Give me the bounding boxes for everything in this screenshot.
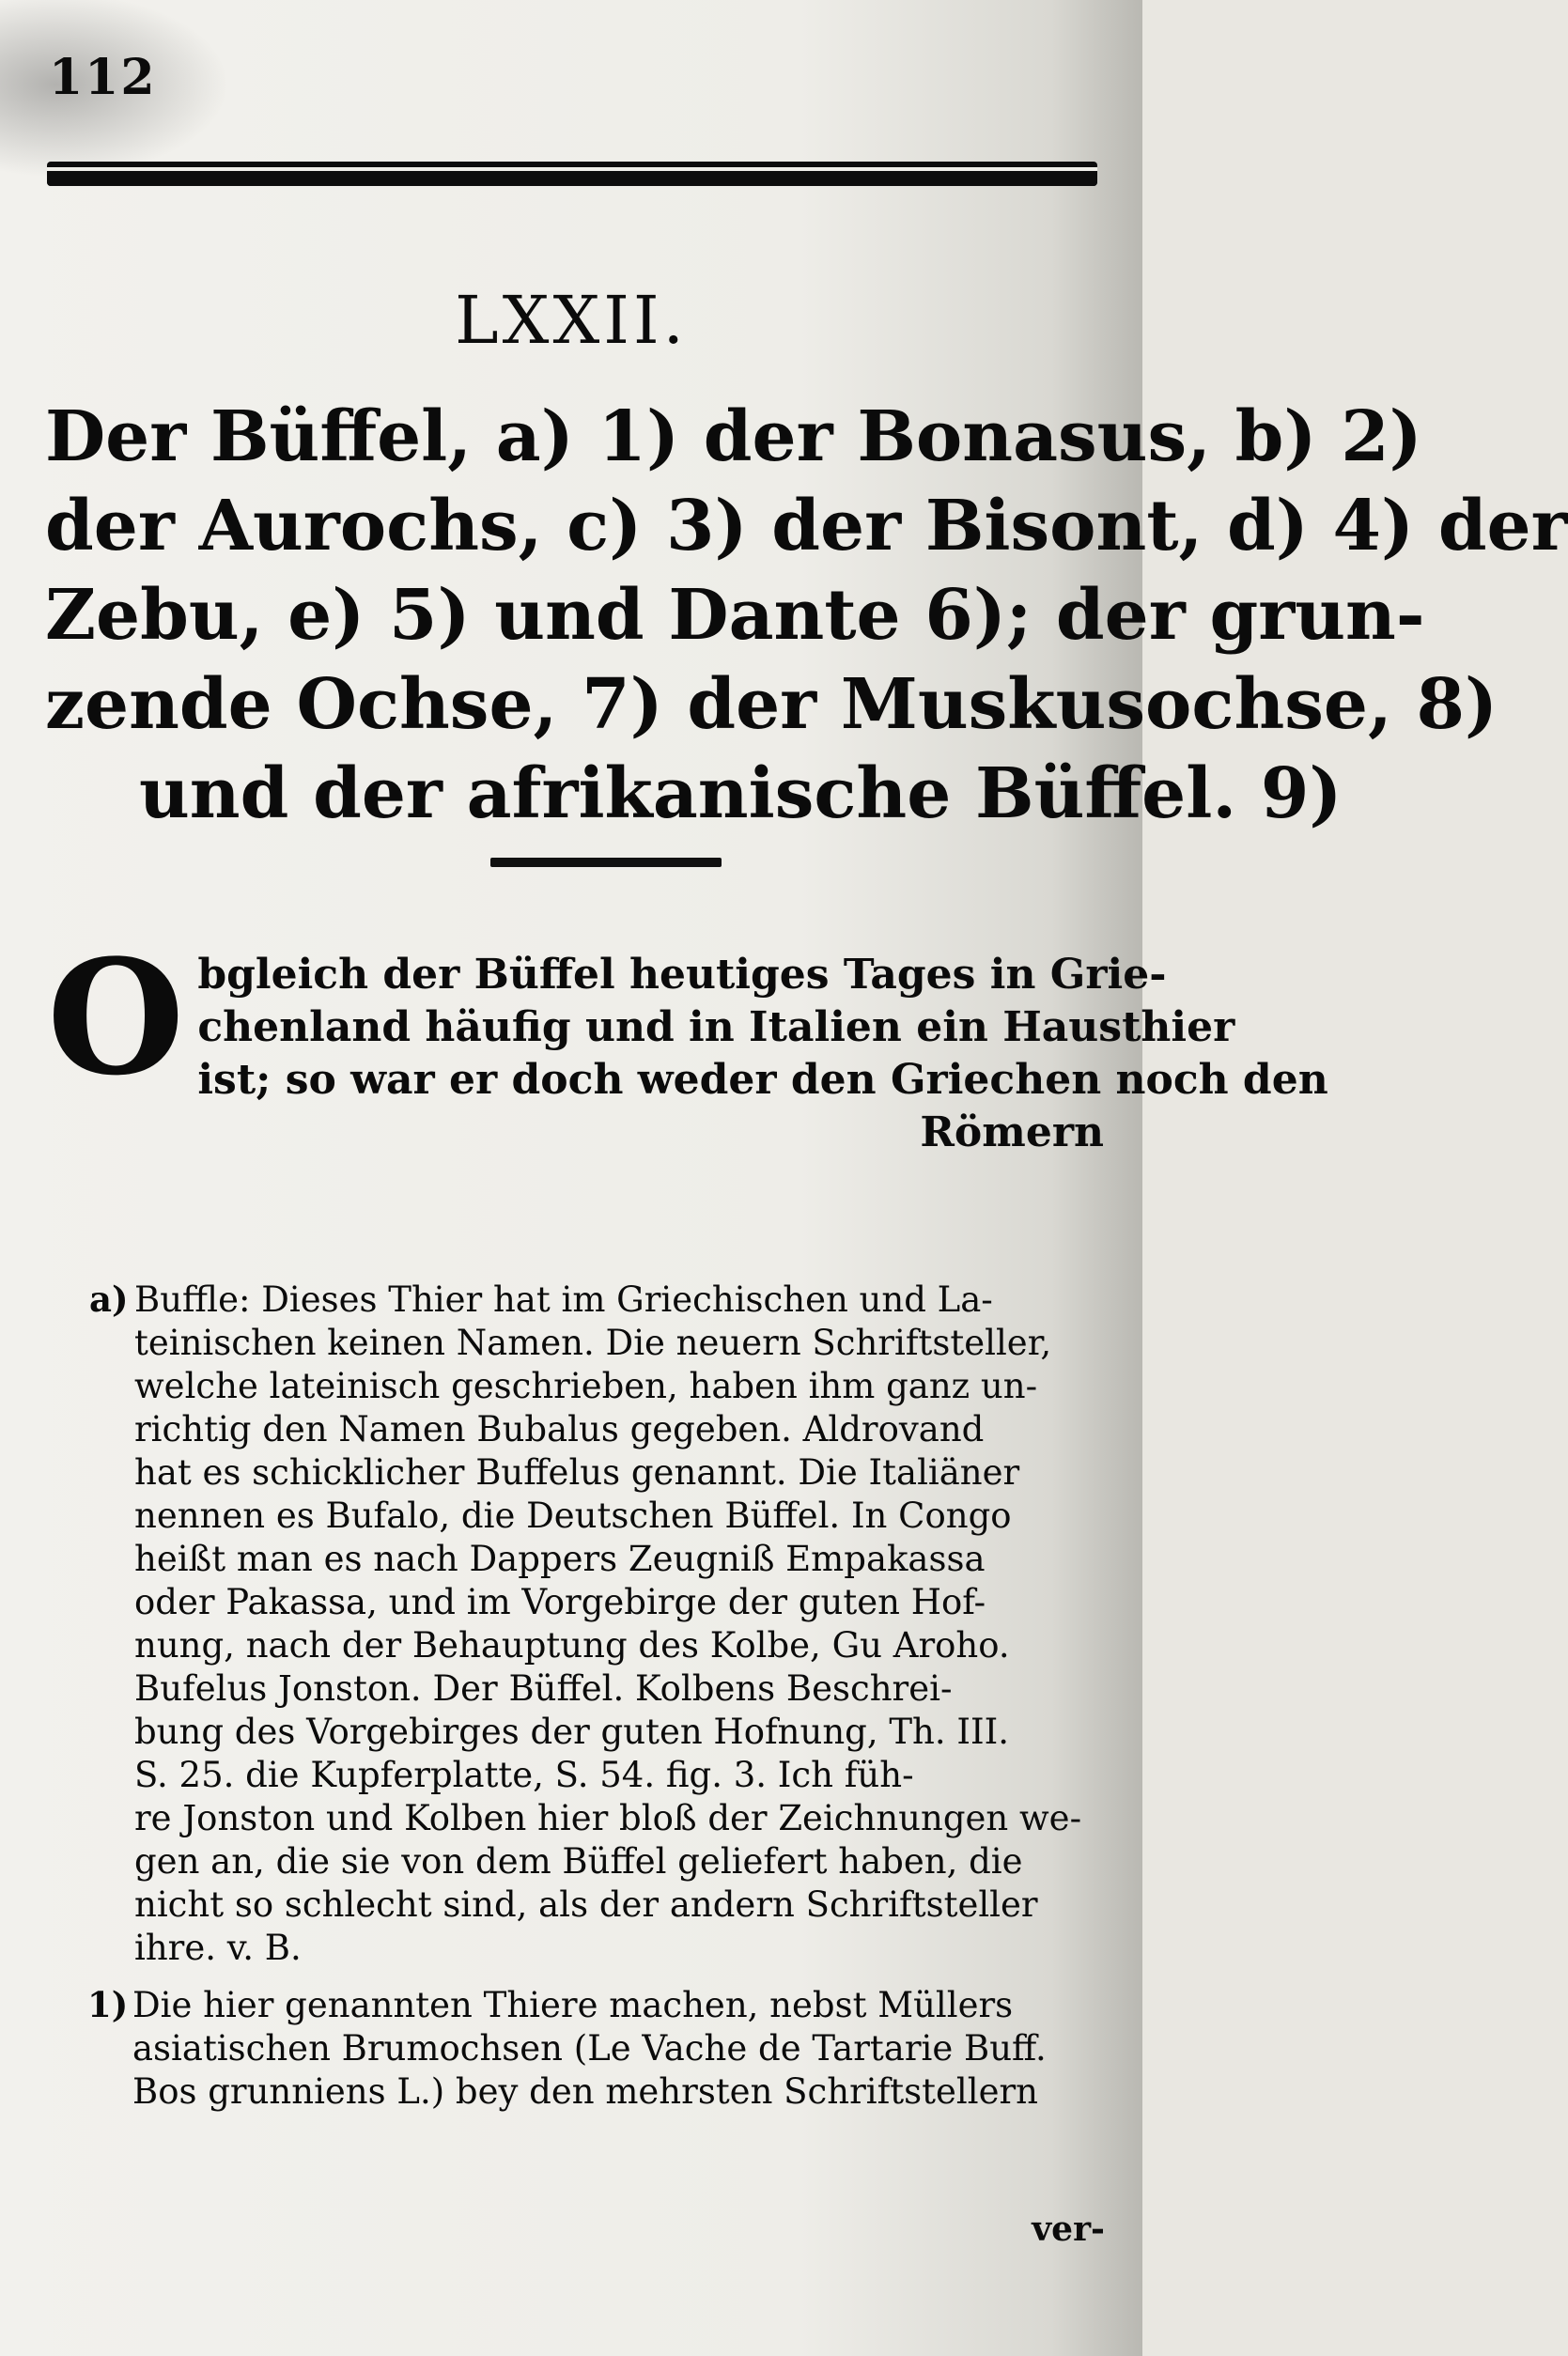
footnote-line: hat es schicklicher Buffelus genannt. Die Italiäner bbox=[134, 1452, 1020, 1493]
footnote-line: bung des Vorgebirges der guten Hofnung, Th. III. bbox=[134, 1712, 1009, 1752]
footnote-line: welche lateinisch geschrieben, haben ihm ganz un- bbox=[134, 1366, 1038, 1406]
title-line: Zebu, e) 5) und Dante 6); der grun- bbox=[45, 575, 1425, 656]
title-line: Der Büffel, a) 1) der Bonasus, b) 2) bbox=[45, 396, 1422, 477]
footnote-line: nung, nach der Behauptung des Kolbe, Gu Aroho. bbox=[134, 1625, 1010, 1666]
footnote-line: heißt man es nach Dappers Zeugniß Empakassa bbox=[134, 1539, 986, 1579]
footnote-line: richtig den Namen Bubalus gegeben. Aldrovand bbox=[134, 1409, 985, 1449]
footnote-line: nennen es Bufalo, die Deutschen Büffel. In Congo bbox=[134, 1496, 1012, 1536]
body-line: bgleich der Büffel heutiges Tages in Grie- bbox=[197, 951, 1167, 999]
footnote-line: Die hier genannten Thiere machen, nebst Müllers bbox=[132, 1985, 1014, 2025]
footnote-line: nicht so schlecht sind, als der andern Schriftsteller bbox=[134, 1884, 1038, 1925]
title-line: zende Ochse, 7) der Muskusochse, 8) bbox=[45, 664, 1498, 745]
footnote-line: S. 25. die Kupferplatte, S. 54. fig. 3. Ich füh- bbox=[134, 1755, 914, 1795]
footnote-line: teinischen keinen Namen. Die neuern Schriftsteller, bbox=[134, 1323, 1052, 1363]
header-rule bbox=[47, 162, 1097, 186]
body-line: ist; so war er doch weder den Griechen noch den bbox=[197, 1056, 1328, 1104]
footnote-line: Bos grunniens L.) bey den mehrsten Schriftstellern bbox=[132, 2071, 1038, 2112]
footnote-line: gen an, die sie von dem Büffel geliefert haben, die bbox=[134, 1841, 1023, 1882]
chapter-title bbox=[45, 393, 1568, 839]
body-paragraph bbox=[47, 924, 1328, 1159]
footnote-marker: 1) bbox=[87, 1984, 129, 2025]
footnote-a bbox=[89, 1278, 1109, 1970]
title-line: und der afrikanische Büffel. 9) bbox=[139, 753, 1343, 834]
footnote-line: asiatischen Brumochsen (Le Vache de Tartarie Buff. bbox=[132, 2028, 1047, 2069]
footnote-line: ihre. v. B. bbox=[134, 1928, 302, 1968]
footnote-line: Buffle: Dieses Thier hat im Griechischen und La- bbox=[134, 1279, 993, 1320]
footnote-marker: a) bbox=[89, 1279, 129, 1320]
footnote-line: re Jonston und Kolben hier bloß der Zeichnungen we- bbox=[134, 1798, 1082, 1838]
footnotes bbox=[89, 1278, 1109, 2114]
page-number: 112 bbox=[49, 49, 157, 106]
page-catchword: ver- bbox=[1032, 2209, 1105, 2249]
body-catchword: Römern bbox=[920, 1108, 1104, 1156]
footnote-line: Bufelus Jonston. Der Büffel. Kolbens Beschrei- bbox=[134, 1668, 953, 1709]
title-line: der Aurochs, c) 3) der Bisont, d) 4) der bbox=[45, 486, 1568, 566]
footnote-1 bbox=[87, 1983, 1109, 2114]
chapter-number: LXXII. bbox=[455, 282, 688, 359]
body-line: chenland häufig und in Italien ein Hausthier bbox=[197, 1003, 1235, 1051]
section-rule bbox=[490, 858, 722, 867]
drop-cap: O bbox=[47, 924, 185, 1110]
footnote-line: oder Pakassa, und im Vorgebirge der guten Hof- bbox=[134, 1582, 986, 1622]
